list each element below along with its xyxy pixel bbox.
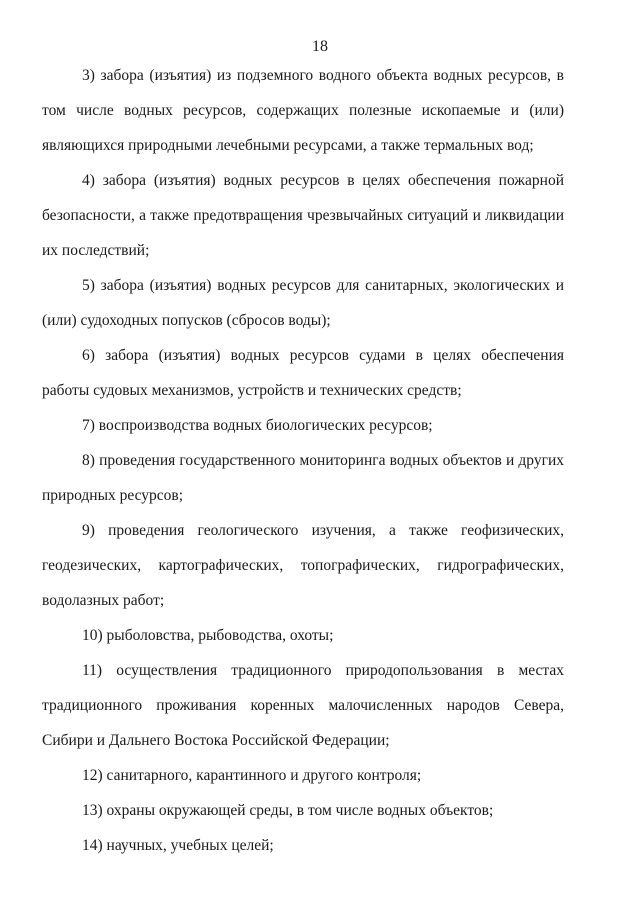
- list-item-14: 14) научных, учебных целей;: [82, 837, 274, 854]
- list-item-6: 6) забора (изъятия) водных ресурсов судами в целях обеспечения работы судовых механизмов, устройств и технических средств;: [42, 347, 564, 399]
- list-item-8: 8) проведения государственного мониторинга водных объектов и других природных ресурсов;: [42, 452, 564, 504]
- list-item-4: 4) забора (изъятия) водных ресурсов в целях обеспечения пожарной безопасности, а также предотвращения чрезвычайных ситуаций и ликвидации их последствий;: [42, 172, 564, 259]
- list-item-10: 10) рыболовства, рыбоводства, охоты;: [82, 627, 334, 644]
- list-item-7: 7) воспроизводства водных биологических ресурсов;: [82, 417, 433, 434]
- document-body: [42, 58, 564, 863]
- page-number: 18: [312, 38, 328, 55]
- list-item-12: 12) санитарного, карантинного и другого контроля;: [82, 767, 422, 784]
- list-item-5: 5) забора (изъятия) водных ресурсов для санитарных, экологических и (или) судоходных попусков (сбросов воды);: [42, 277, 564, 329]
- list-item-3: 3) забора (изъятия) из подземного водного объекта водных ресурсов, в том числе водных ресурсов, содержащих полезные ископаемые и (или) являющихся природными лечебными ресурсами, а также термальных вод;: [42, 67, 564, 154]
- list-item-11: 11) осуществления традиционного природопользования в местах традиционного проживания коренных малочисленных народов Севера, Сибири и Дальнего Востока Российской Федерации;: [42, 662, 564, 749]
- list-item-9: 9) проведения геологического изучения, а также геофизических, геодезических, картографических, топографических, гидрографических, водолазных работ;: [42, 522, 564, 609]
- list-item-13: 13) охраны окружающей среды, в том числе водных объектов;: [82, 802, 494, 819]
